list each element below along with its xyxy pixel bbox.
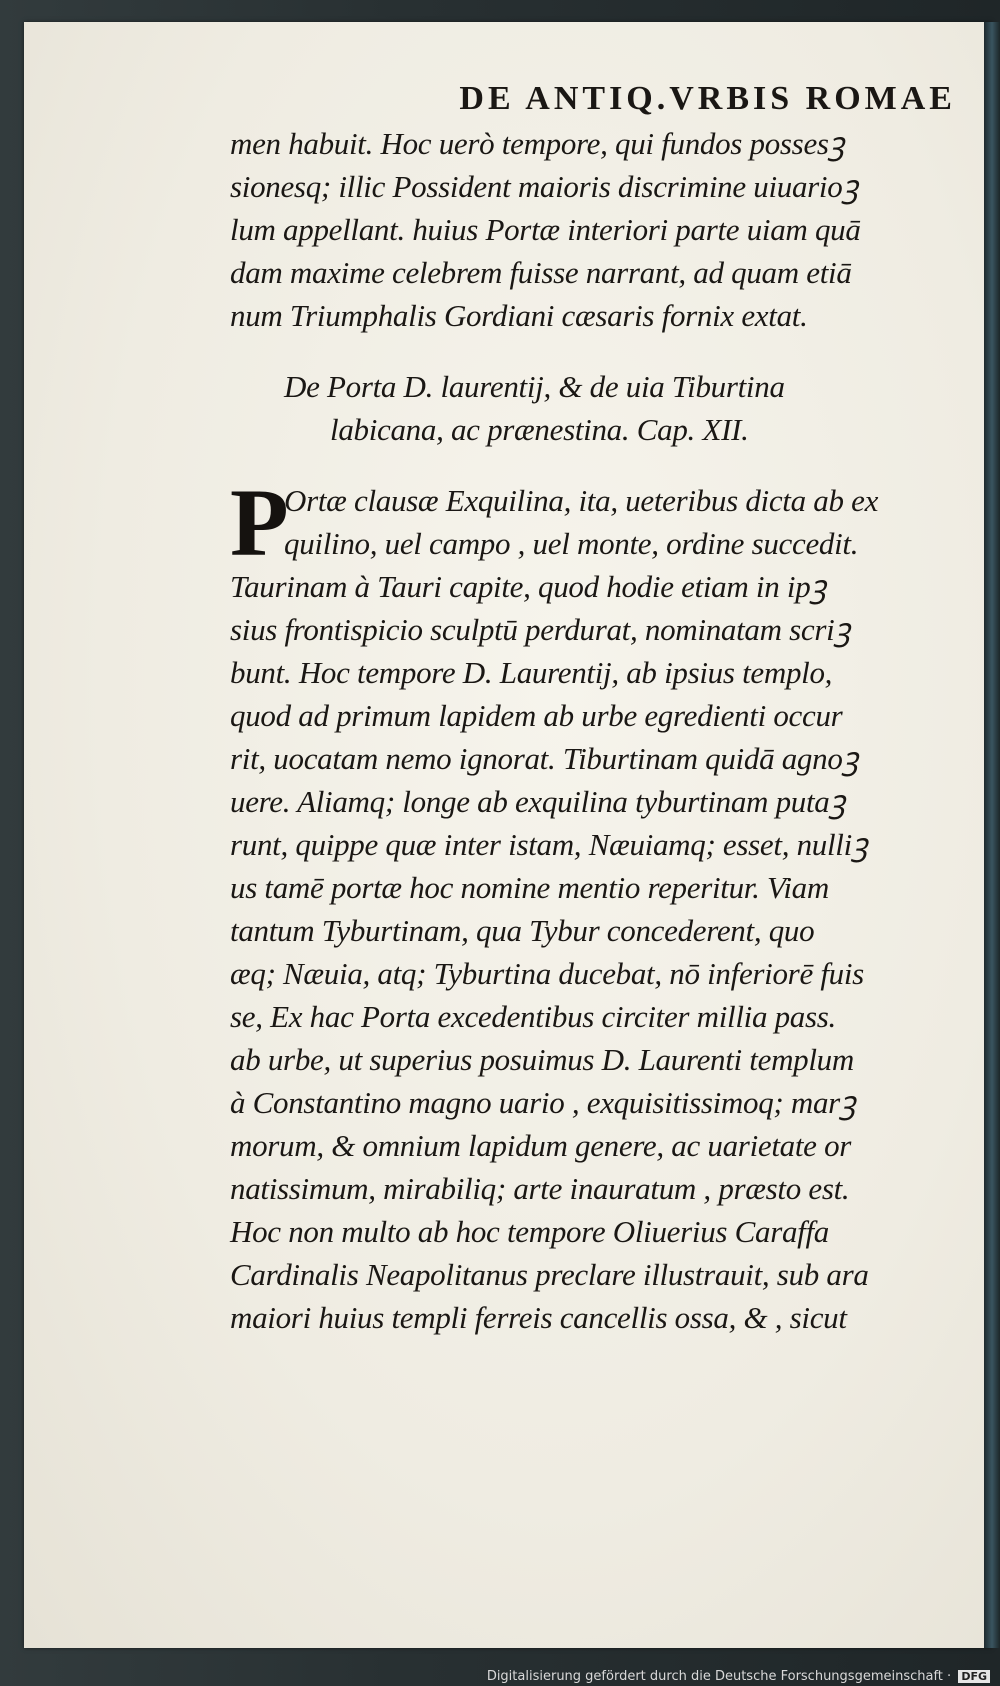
- running-head: DE ANTIQ.VRBIS ROMAE: [459, 80, 956, 117]
- chapter-heading-line: labicana, ac prænestina. Cap. XII.: [330, 412, 749, 447]
- text-line: sionesq; illic Possident maioris discrimine uiuarioꝫ: [230, 169, 858, 204]
- text-line: lum appellant. huius Portæ interiori parte uiam quā: [230, 212, 861, 247]
- text-line: natissimum, mirabiliq; arte inauratum , præsto est.: [230, 1171, 850, 1206]
- text-line: Ortæ clausæ Exquilina, ita, ueteribus dicta ab ex: [284, 483, 879, 518]
- text-line: uere. Aliamq; longe ab exquilina tyburtinam putaꝫ: [230, 784, 846, 819]
- text-line: morum, & omnium lapidum genere, ac uarietate or: [230, 1128, 852, 1163]
- drop-cap: P: [230, 469, 289, 576]
- text-line: us tamē portæ hoc nomine mentio reperitur. Viam: [230, 870, 829, 905]
- text-line: men habuit. Hoc uerò tempore, qui fundos possesꝫ: [230, 126, 845, 161]
- text-line: æq; Næuia, atq; Tyburtina ducebat, nō inferiorē fuis: [230, 956, 864, 991]
- text-line: Hoc non multo ab hoc tempore Oliuerius Caraffa: [230, 1214, 829, 1249]
- dfg-logo: DFG: [958, 1670, 990, 1683]
- text-line: num Triumphalis Gordiani cæsaris fornix extat.: [230, 298, 808, 333]
- text-line: quilino, uel campo , uel monte, ordine succedit.: [284, 526, 859, 561]
- text-line: se, Ex hac Porta excedentibus circiter millia pass.: [230, 999, 836, 1034]
- chapter-heading-line: De Porta D. laurentij, & de uia Tiburtina: [284, 369, 785, 404]
- text-line: dam maxime celebrem fuisse narrant, ad quam etiā: [230, 255, 852, 290]
- text-line: Cardinalis Neapolitanus preclare illustrauit, sub ara: [230, 1257, 869, 1292]
- chapter-body: [230, 469, 970, 1339]
- text-line: bunt. Hoc tempore D. Laurentij, ab ipsius templo,: [230, 655, 833, 690]
- text-line: runt, quippe quæ inter istam, Næuiamq; esset, nulliꝫ: [230, 827, 868, 862]
- text-line: à Constantino magno uario , exquisitissimoq; marꝫ: [230, 1085, 856, 1120]
- text-line: quod ad primum lapidem ab urbe egredienti occur: [230, 698, 843, 733]
- book-binding: [984, 22, 1000, 1648]
- text-line: Taurinam à Tauri capite, quod hodie etiam in ipꝫ: [230, 569, 826, 604]
- text-line: sius frontispicio sculptū perdurat, nominatam scriꝫ: [230, 612, 850, 647]
- text-line: ab urbe, ut superius posuimus D. Laurenti templum: [230, 1042, 854, 1077]
- chapter-heading: [230, 365, 970, 451]
- digitization-credit: [0, 1669, 1000, 1684]
- text-line: tantum Tyburtinam, qua Tybur concederent, quo: [230, 913, 815, 948]
- page-text: [230, 80, 970, 1339]
- text-line: maiori huius templi ferreis cancellis ossa, & , sicut: [230, 1300, 847, 1335]
- intro-paragraph: [230, 122, 970, 337]
- credit-text: Digitalisierung gefördert durch die Deutsche Forschungsgemeinschaft ·: [486, 1669, 952, 1684]
- text-line: rit, uocatam nemo ignorat. Tiburtinam quidā agnoꝫ: [230, 741, 859, 776]
